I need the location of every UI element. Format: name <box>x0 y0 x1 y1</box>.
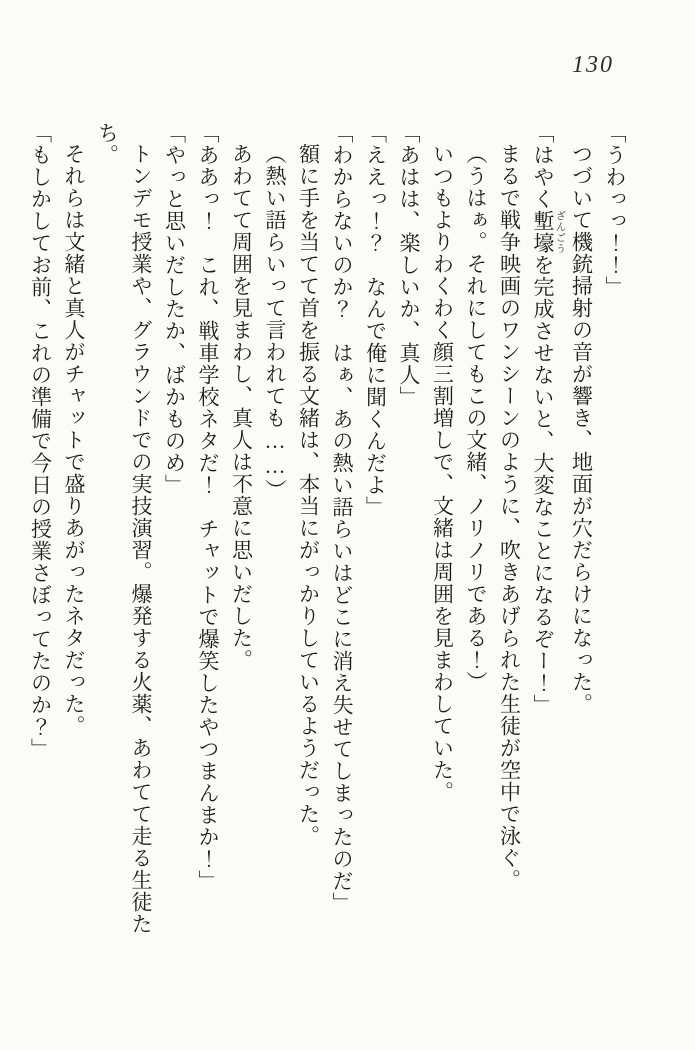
text-line: いつもよりわくわく顔三割増しで、文緒は周囲を見まわしていた。 <box>430 143 455 803</box>
text-line: 「うわっっ！！」 <box>603 122 627 298</box>
text-line: （熱い語らいって言われても……） <box>263 143 287 501</box>
text-line: 「やっと思いだしたか、ばかものめ」 <box>162 122 187 496</box>
text-line: 「あはは、楽しいか、真人」 <box>397 122 421 408</box>
page-number: 130 <box>572 52 614 78</box>
text-block <box>23 122 631 954</box>
text-line: つづいて機銃掃射の音が響き、地面が穴だらけになった。 <box>569 143 594 715</box>
text-line: 額に手を当てて首を振る文緒は、本当にがっかりしているようだった。 <box>296 143 321 847</box>
text-line: トンデモ授業や、グラウンドでの実技演習。爆発する火薬、あわてて走る生徒たち。 <box>95 122 153 935</box>
text-line: （うはぁ。それにしてもこの文緒、ノリノリである！） <box>464 143 488 693</box>
text-line: 「もしかしてお前、これの準備で今日の授業さぼってたのか？」 <box>28 122 53 760</box>
ruby-annotated-word: 塹壕ざんごう <box>531 210 565 254</box>
text-line: 「ええっ！？ なんで俺に聞くんだよ」 <box>363 122 388 518</box>
text-line: 「ああっ！ これ、戦車学校ネタだ！ チャットで爆笑したやつまんまか！」 <box>196 122 220 892</box>
text-line: 「わからないのか？ はぁ、あの熱い語らいはどこに消え失せてしまったのだ」 <box>330 122 354 914</box>
text-line: それらは文緒と真人がチャットで盛りあがったネタだった。 <box>62 143 86 737</box>
text-line: 「はやく塹壕ざんごうを完成させないと、大変なことになるぞー！」 <box>531 122 565 716</box>
text-line: あわてて周囲を見まわし、真人は不意に思いだした。 <box>229 143 254 671</box>
text-line: まるで戦争映画のワンシーンのように、吹きあげられた生徒が空中で泳ぐ。 <box>497 143 522 891</box>
